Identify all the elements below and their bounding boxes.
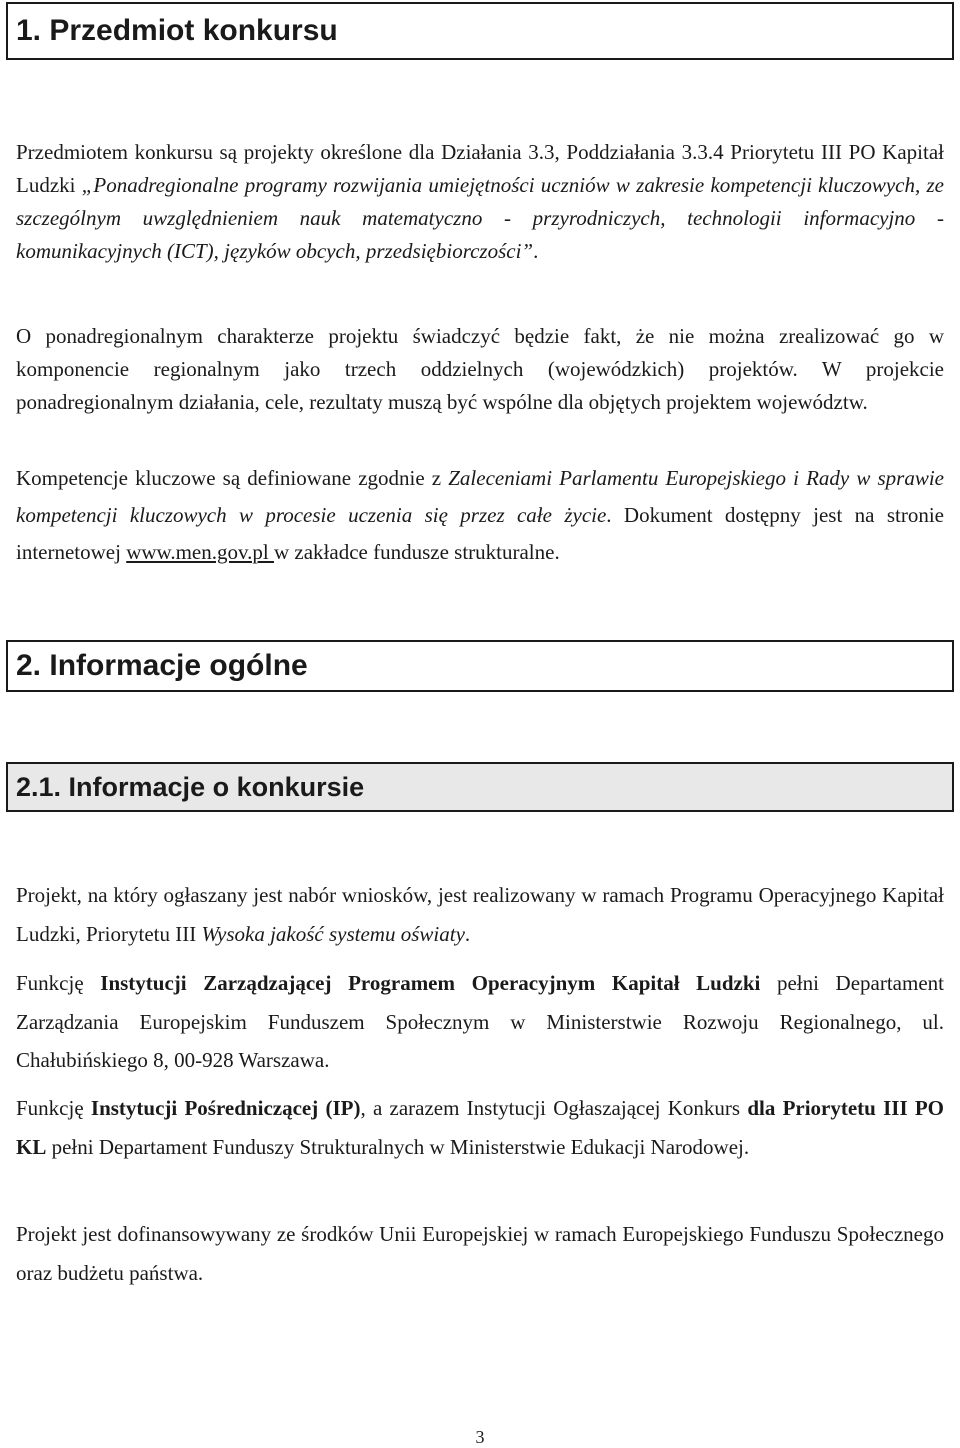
p3-text-d: w zakładce fundusze strukturalne.: [273, 540, 560, 564]
s21p2-managing-authority: Instytucji Zarządzającej Programem Operacyjnym Kapitał Ludzki: [100, 971, 761, 995]
s21p2-text-a: Funkcję: [16, 971, 101, 995]
section-1-paragraph-1: [16, 136, 944, 268]
s21p3-text-c: , a zarazem Instytucji Ogłaszającej Konkurs: [360, 1096, 748, 1120]
s21p3-intermediate-body: Instytucji Pośredniczącej (IP): [90, 1096, 361, 1120]
p1-text-c: .: [533, 239, 539, 263]
s21p3-text-a: Funkcję: [16, 1096, 91, 1120]
s21p1-text-c: .: [464, 921, 471, 946]
s21p3-priority: dla Priorytetu III PO KL: [16, 1096, 945, 1159]
page-number: 3: [475, 1427, 485, 1447]
men-website-link[interactable]: www.men.gov.pl: [126, 540, 274, 564]
p3-recommendations-title: Zaleceniami Parlamentu Europejskiego i Rady w sprawie kompetencji kluczowych w procesie uczenia się przez całe życie: [16, 466, 944, 527]
section-2-1-paragraph-2: [16, 964, 944, 1080]
section-1-paragraph-3: [16, 460, 944, 571]
section-1-heading: 1. Przedmiot konkursu: [6, 2, 954, 60]
s21p3-text-e: pełni Departament Funduszy Strukturalnych w Ministerstwie Edukacji Narodowej.: [46, 1134, 750, 1159]
s21p1-priority-name: Wysoka jakość systemu oświaty: [201, 921, 465, 946]
p3-text-c: . Dokument dostępny jest na stronie internetowej: [16, 503, 944, 564]
p1-text-a: Przedmiotem konkursu są projekty określone dla Działania 3.3, Poddziałania 3.3.4 Priorytetu III PO Kapitał Ludzki: [16, 140, 944, 197]
section-2-1-heading: 2.1. Informacje o konkursie: [6, 762, 954, 812]
section-2-heading: 2. Informacje ogólne: [6, 640, 954, 692]
section-2-1-paragraph-4: Projekt jest dofinansowywany ze środków Unii Europejskiej w ramach Europejskiego Funduszu Społecznego oraz budżetu państwa.: [16, 1222, 944, 1285]
p1-program-title: „Ponadregionalne programy rozwijania umiejętności uczniów w zakresie kompetencji kluczowych, ze szczególnym uwzględnieniem nauk matematyczno - przyrodniczych, technologii informacyjno - komunikacyjnych (ICT), języków obcych, przedsiębiorczości”: [16, 173, 944, 263]
s21p2-text-c: pełni Departament Zarządzania Europejskim Funduszem Społecznym w Ministerstwie Rozwoju Regionalnego, ul. Chałubińskiego 8, 00-928 Warszawa.: [16, 971, 944, 1072]
section-2-1-paragraph-1: [16, 876, 944, 953]
section-2-1-paragraph-3: [16, 1089, 944, 1166]
s21p1-text-a: Projekt, na który ogłaszany jest nabór wniosków, jest realizowany w ramach Programu Operacyjnego Kapitał Ludzki, Priorytetu III: [16, 883, 944, 946]
section-1-paragraph-2: O ponadregionalnym charakterze projektu świadczyć będzie fakt, że nie można zrealizować go w komponencie regionalnym jako trzech oddzielnych (wojewódzkich) projektów. W projekcie ponadregionalnym działania, cele, rezultaty muszą być wspólne dla objętych projektem województw.: [16, 324, 944, 414]
p3-text-a: Kompetencje kluczowe są definiowane zgodnie z: [16, 466, 449, 490]
